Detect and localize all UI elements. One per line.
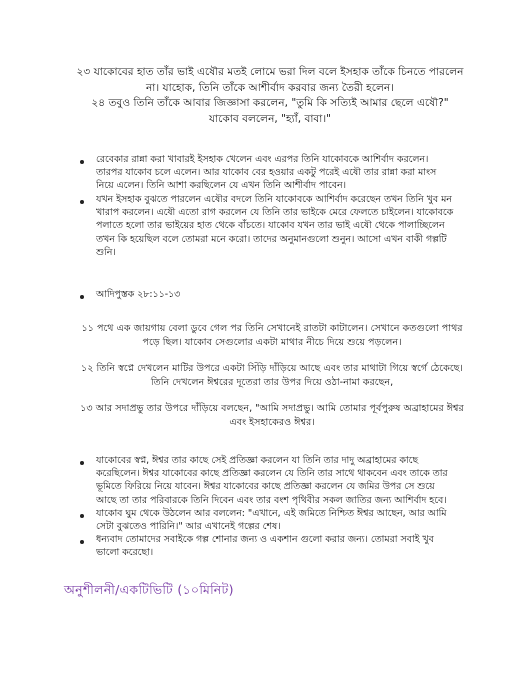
bullet-dot <box>80 461 84 465</box>
text-line: নিয়ে এলেন। তিনি আশা করছিলেন যে এখন তিনি আশীর্বাদ পাবেন। <box>96 180 346 192</box>
text-line: ২৩ যাকোবের হাত তাঁর ভাই এষৌর মতই লোমে ভরা দিল বলে ইসহাক তাঁকে চিনতে পারলেন <box>76 66 464 78</box>
text-line: এবং ইসহাকেরও ঈশ্বর। <box>229 417 315 429</box>
scripture-reference: আদিপুস্তক ২৮:১১-১৩ <box>96 289 181 300</box>
bullet-paragraph <box>96 193 486 259</box>
text-line: তারপর যাকোব চলে এলেন। আর যাকোব বের হওয়ার একটু পরেই এষৌ তার রান্না করা মাংস <box>96 167 437 179</box>
bullet-dot <box>80 540 84 544</box>
bullet-dot <box>80 200 84 204</box>
text-line: ১১ পথে এক জায়গায় বেলা ডুবে গেল পর তিনি সেখানেই রাতটা কাটালেন। সেখানে কতগুলো পাথর <box>81 323 463 334</box>
text-line: খারাপ করলেন। এষৌ এতো রাগ করলেন যে তিনি তার ভাইকে মেরে ফেলতে চাইলেন। যাকোবকে <box>96 207 454 219</box>
text-line: তিনি দেখলেন ঈশ্বরের দূতেরা তার উপর দিয়ে ওঠা-নামা করছেন, <box>150 377 394 389</box>
verse-11 <box>62 322 482 351</box>
bullet-dot <box>80 160 84 164</box>
text-line: না। যাহোক, তিনি তাঁকে আশীর্বাদ করবার জন্য তৈরী হলেন। <box>145 81 394 94</box>
text-line: ভালো করেছো। <box>96 547 154 559</box>
text-line: ধন্যবাদ তোমাদের সবাইকে গল্প শোনার জন্য ও একশান গুলো করার জন্য। তোমরা সবাই খুব <box>96 534 434 545</box>
text-line: পড়ে ছিল। যাকোব সেগুলোর একটা মাথার নীচে দিয়ে শুয়ে পড়লেন। <box>142 337 402 349</box>
verse-12 <box>62 362 482 391</box>
text-line: যখন ইসহাক বুঝতে পারলেন এষৌর বদলে তিনি যাকোবকে আশির্বাদ করেছেন তখন তিনি খুব মন <box>96 194 452 205</box>
text-line: শুনি। <box>96 246 116 258</box>
text-line: করেছিলেন। ঈশ্বর যাকোবের কাছে প্রতিজ্ঞা করলেন যে তিনি তার সাথে থাকবেন এবং তাকে তার <box>96 468 448 480</box>
activity-heading: অনুশীলনী/একটিভিটি (১০মিনিট) <box>64 582 234 597</box>
text-line: ২৪ তবুও তিনি তাঁকে আবার জিজ্ঞাসা করলেন, "তুমি কি সত্যিই আমার ছেলে এষৌ?" <box>91 97 449 109</box>
text-line: তখন কি হয়েছিল বলে তোমরা মনে করো। তাদের অনুমানগুলো শুনুন। আসো এখন বাকী গল্পটি <box>96 233 447 245</box>
verse-block-23-24 <box>60 65 480 127</box>
bullet-paragraph <box>96 153 486 193</box>
bullet-dot <box>80 295 84 299</box>
bullet-paragraph <box>96 454 486 507</box>
bullet-paragraph <box>96 533 486 559</box>
text-line: পলাতে হলো তার ভাইয়ের হাত থেকে বাঁচতে। যাকোব যখন তার ভাই এষৌ থেকে পালাচ্ছিলেন <box>96 220 445 232</box>
text-line: ১২ তিনি স্বপ্নে দেখলেন মাটির উপরে একটা সিঁড়ি দাঁড়িয়ে আছে এবং তার মাথাটা গিয়ে স্বর্গে ঠেকেছে। <box>81 363 463 374</box>
verse-13 <box>62 402 482 431</box>
bullet-paragraph <box>96 507 486 533</box>
text-line: ১৩ আর সদাপ্রভু তার উপরে দাঁড়িয়ে বলছেন, "আমি সদাপ্রভু। আমি তোমার পূর্বপুরুষ অব্রাহামের ঈশ্বর <box>80 403 464 414</box>
text-line: যাকোব বললেন, "হ্যাঁ, বাবা।" <box>208 112 332 125</box>
text-line: ভূমিতে ফিরিয়ে নিয়ে যাবেন। ঈশ্বর যাকোবের কাছে প্রতিজ্ঞা করলেন যে জমির উপর সে শুয়ে <box>96 481 435 493</box>
text-line: রেবেকার রান্না করা খাবারই ইসহাক খেলেন এবং এরপর তিনি যাকোবকে আশির্বাদ করলেন। <box>96 154 429 165</box>
text-line: সেটা বুঝতেও পারিনি।" আর এখানেই গল্পের শেষ। <box>96 521 281 533</box>
text-line: যাকোবের স্বপ্ন, ঈশ্বর তার কাছে সেই প্রতিজ্ঞা করলেন যা তিনি তার দাদু অব্রাহামের কাছে <box>96 455 419 466</box>
bullet-dot <box>80 514 84 518</box>
text-line: আছে তা তার পরিবারকে তিনি দিবেন এবং তার বংশ পৃথিবীর সকল জাতির জন্য আশির্বাদ হবে। <box>96 494 447 506</box>
text-line: যাকোব ঘুম থেকে উঠলেন আর বললেন: "এখানে, এই জমিতে নিশ্চিত ঈশ্বর আছেন, আর আমি <box>96 508 447 519</box>
